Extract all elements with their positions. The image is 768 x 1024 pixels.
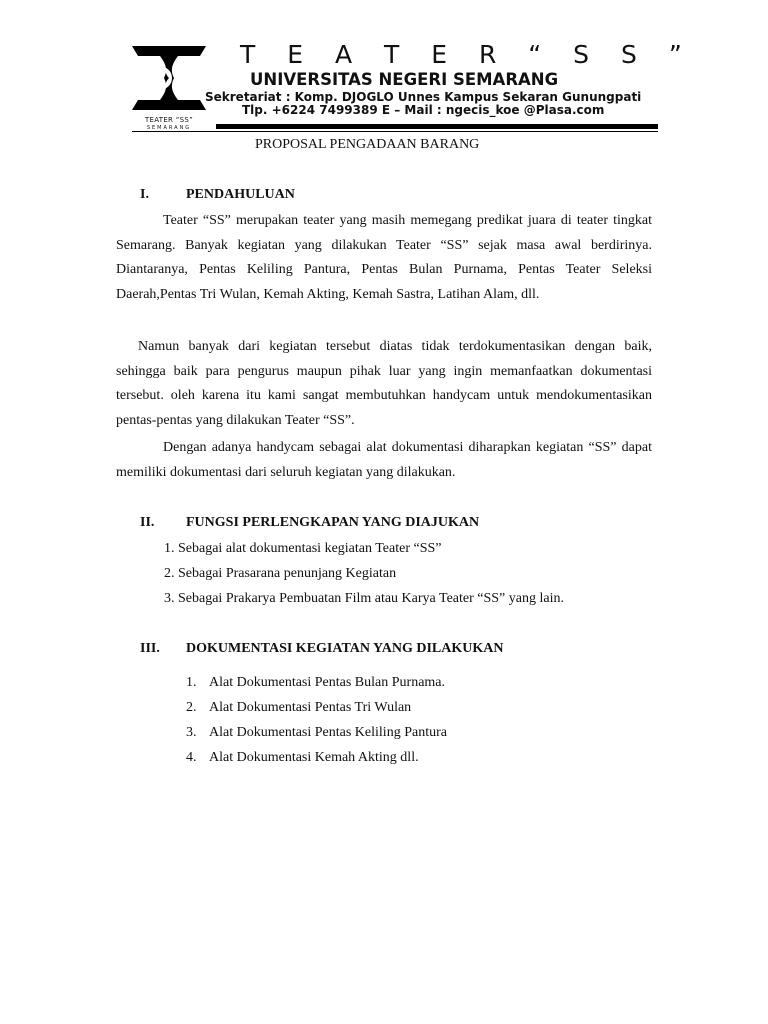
section-1-paragraph-1 xyxy=(116,209,652,307)
list-text: Alat Dokumentasi Pentas Bulan Purnama. xyxy=(209,675,446,690)
section-3-title: DOKUMENTASI KEGIATAN YANG DILAKUKAN xyxy=(186,641,504,656)
section-3-number: III. xyxy=(140,641,160,656)
university-name: UNIVERSITAS NEGERI SEMARANG xyxy=(250,70,559,89)
teater-ss-logo xyxy=(128,42,210,114)
list-number: 4. xyxy=(186,750,197,765)
section-1-paragraph-3 xyxy=(116,436,652,485)
documentation-item-1 xyxy=(0,675,768,695)
document-title: PROPOSAL PENGADAAN BARANG xyxy=(255,137,480,152)
paragraph-text: Namun banyak dari kegiatan tersebut diatas tidak terdokumentasikan dengan baik, sehingga baik para pengurus maupun pihak luar yang ingin memanfaatkan dokumentasi tersebut. oleh karena itu kami sangat membutuhkan handycam untuk mendokumentasikan pentas-pentas yang dilakukan Teater “SS”. xyxy=(116,339,652,428)
paragraph-text: Teater “SS” merupakan teater yang masih memegang predikat juara di teater tingkat Semarang. Banyak kegiatan yang dilakukan Teater “SS” sejak masa awal berdirinya. Diantaranya, Pentas Keliling Pantura, Pentas Bulan Purnama, Pentas Teater Seleksi Daerah,Pentas Tri Wulan, Kemah Akting, Kemah Sastra, Latihan Alam, dll. xyxy=(116,213,652,302)
list-number: 3. xyxy=(186,725,197,740)
header-divider-thin xyxy=(132,131,658,132)
org-title: T E A T E R “ S S ” xyxy=(240,40,694,69)
section-2-title: FUNGSI PERLENGKAPAN YANG DIAJUKAN xyxy=(186,515,480,530)
secretariat-address: Sekretariat : Komp. DJOGLO Unnes Kampus Sekaran Gunungpati xyxy=(205,90,642,104)
logo-caption xyxy=(128,116,210,132)
header-divider-thick xyxy=(216,124,658,129)
section-1-number: I. xyxy=(140,187,149,202)
list-text: Alat Dokumentasi Kemah Akting dll. xyxy=(209,750,419,765)
documentation-item-4 xyxy=(0,750,768,770)
contact-info: Tlp. +6224 7499389 E – Mail : ngecis_koe @Plasa.com xyxy=(242,103,605,117)
list-text: Alat Dokumentasi Pentas Keliling Pantura xyxy=(209,725,447,740)
logo-caption-text: TEATER “SS” xyxy=(144,116,194,124)
section-1-title: PENDAHULUAN xyxy=(186,187,295,202)
section-1-paragraph-2 xyxy=(116,335,652,433)
list-text: Alat Dokumentasi Pentas Tri Wulan xyxy=(209,700,412,715)
function-item-2: 2. Sebagai Prasarana penunjang Kegiatan xyxy=(164,566,397,581)
function-item-3: 3. Sebagai Prakarya Pembuatan Film atau Karya Teater “SS” yang lain. xyxy=(164,591,564,606)
logo-caption-subtext: SEMARANG xyxy=(146,125,192,131)
paragraph-text: Dengan adanya handycam sebagai alat dokumentasi diharapkan kegiatan “SS” dapat memiliki dokumentasi dari seluruh kegiatan yang dilakukan. xyxy=(116,440,652,480)
list-number: 2. xyxy=(186,700,197,715)
documentation-item-3 xyxy=(0,725,768,745)
documentation-item-2 xyxy=(0,700,768,720)
list-number: 1. xyxy=(186,675,197,690)
function-item-1: 1. Sebagai alat dokumentasi kegiatan Teater “SS” xyxy=(164,541,442,556)
section-2-number: II. xyxy=(140,515,155,530)
